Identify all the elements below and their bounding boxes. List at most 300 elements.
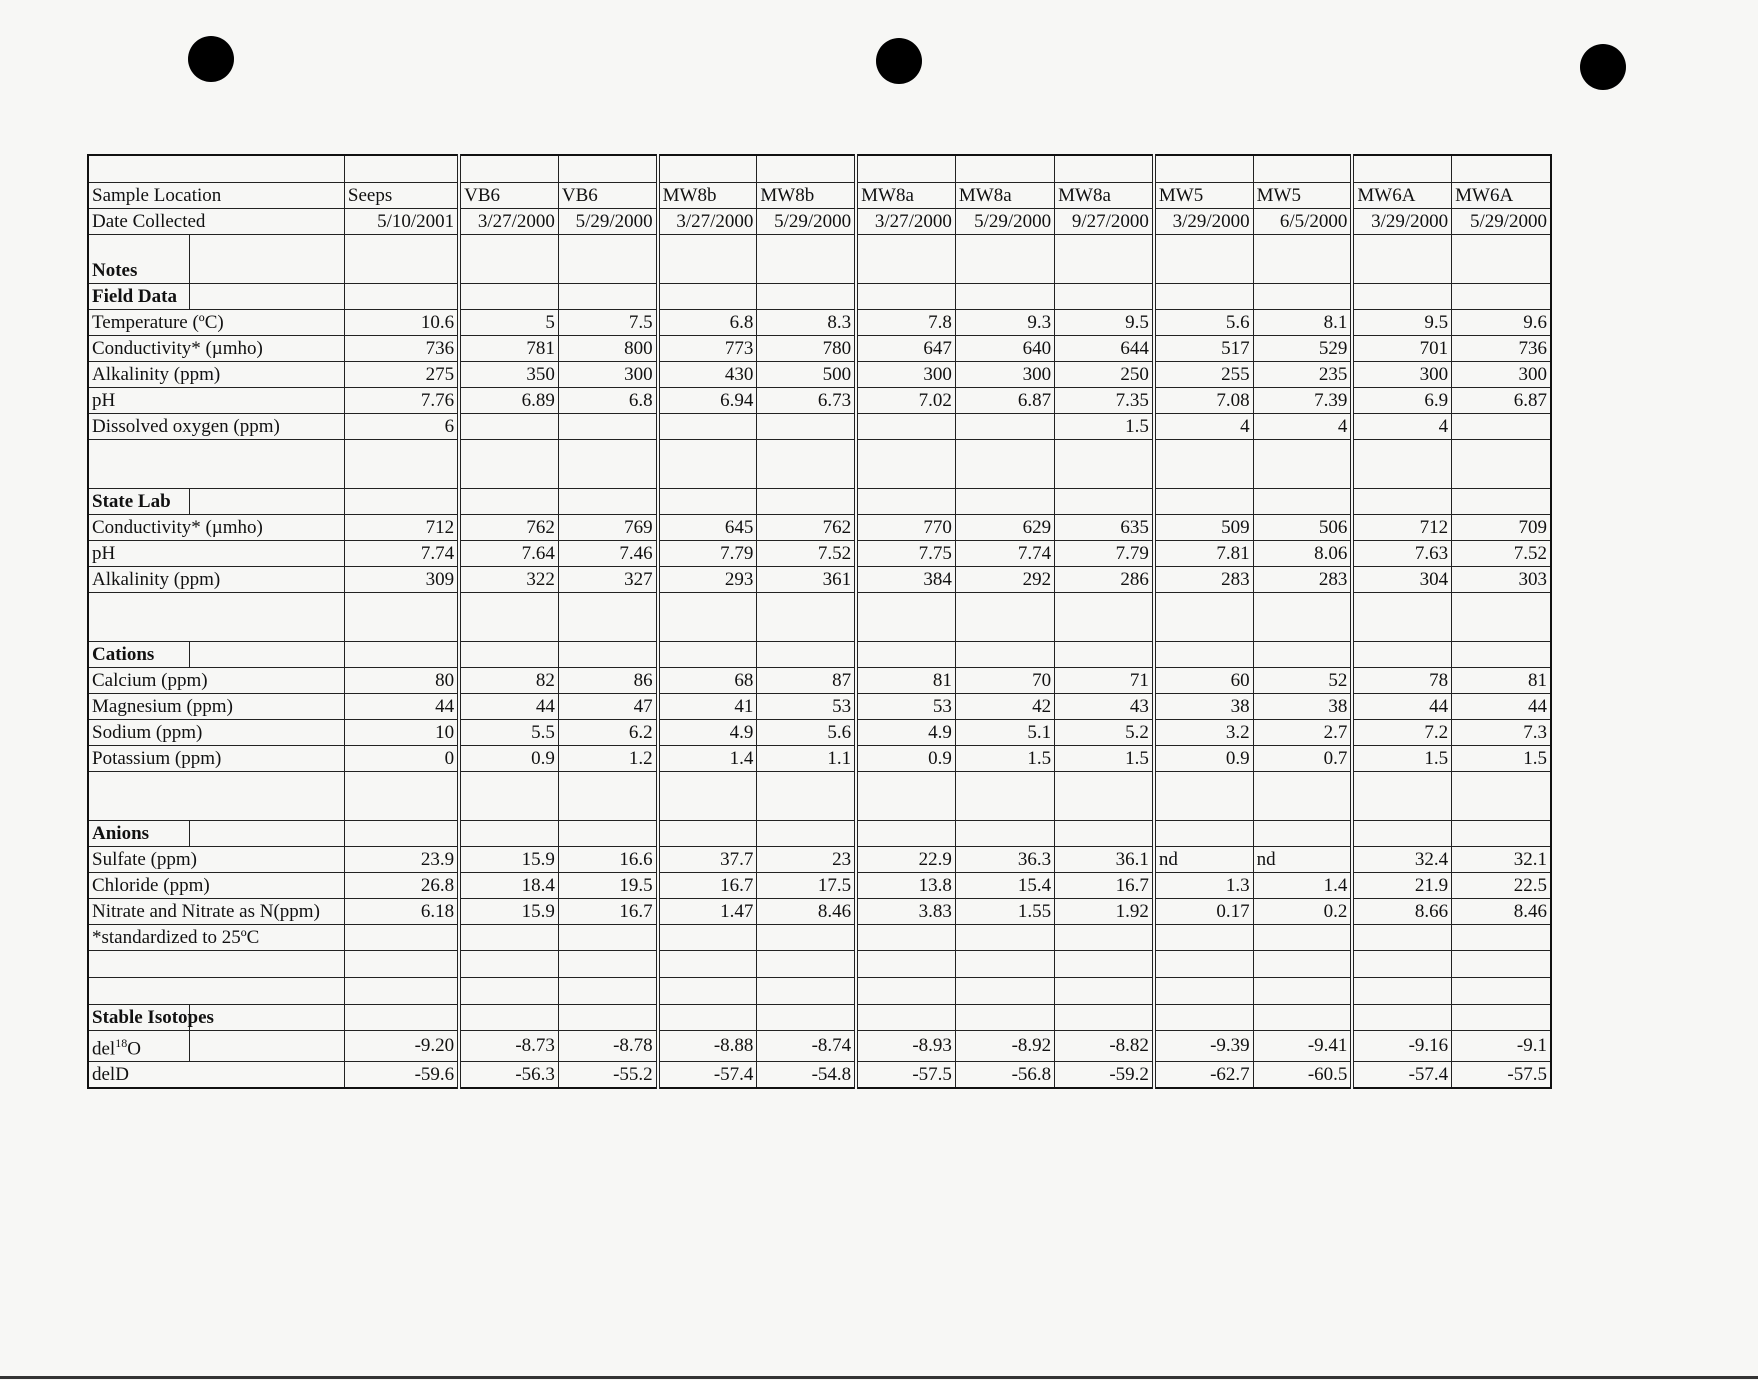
data-row <box>88 310 1551 336</box>
row-label: Chloride (ppm) <box>88 873 344 899</box>
empty-cell <box>955 284 1054 310</box>
value-cell: 8.3 <box>757 310 856 336</box>
sample-location-row <box>88 183 1551 209</box>
value-cell: 7.3 <box>1452 720 1551 746</box>
value-cell <box>558 414 657 440</box>
empty-cell <box>1055 951 1154 978</box>
empty-cell <box>459 489 558 515</box>
empty-cell <box>558 440 657 489</box>
empty-cell <box>757 642 856 668</box>
value-cell: 6.87 <box>955 388 1054 414</box>
empty-cell <box>1154 772 1253 821</box>
empty-cell <box>856 772 955 821</box>
empty-cell <box>558 772 657 821</box>
row-label: Sample Location <box>88 183 344 209</box>
empty-cell <box>1055 284 1154 310</box>
value-cell <box>1452 925 1551 951</box>
empty-cell <box>558 235 657 284</box>
empty-cell <box>344 284 459 310</box>
value-cell: 7.35 <box>1055 388 1154 414</box>
value-cell: 15.4 <box>955 873 1054 899</box>
value-cell: 0.17 <box>1154 899 1253 925</box>
value-cell: 68 <box>658 668 757 694</box>
empty-cell <box>1352 155 1451 183</box>
spacer-row <box>88 593 1551 642</box>
empty-cell <box>344 440 459 489</box>
value-cell: 6.89 <box>459 388 558 414</box>
value-cell: 384 <box>856 567 955 593</box>
value-cell: 23.9 <box>344 847 459 873</box>
value-cell: 300 <box>856 362 955 388</box>
value-cell: 6.18 <box>344 899 459 925</box>
value-cell: 0.9 <box>1154 746 1253 772</box>
sample-location-cell: MW8a <box>955 183 1054 209</box>
sample-location-cell: MW8b <box>757 183 856 209</box>
notes-row <box>88 235 1551 284</box>
value-cell: 327 <box>558 567 657 593</box>
row-label: Nitrate and Nitrate as N(ppm) <box>88 899 344 925</box>
row-label: Temperature (ºC) <box>88 310 344 336</box>
empty-cell <box>856 821 955 847</box>
empty-cell <box>1352 951 1451 978</box>
data-row <box>88 515 1551 541</box>
value-cell: 300 <box>1452 362 1551 388</box>
value-cell: 7.74 <box>955 541 1054 567</box>
empty-cell <box>757 284 856 310</box>
value-cell: 81 <box>856 668 955 694</box>
value-cell: 9.3 <box>955 310 1054 336</box>
empty-cell <box>658 978 757 1005</box>
empty-cell <box>658 593 757 642</box>
value-cell: 44 <box>1352 694 1451 720</box>
value-cell <box>1452 414 1551 440</box>
empty-cell <box>1253 593 1352 642</box>
empty-cell <box>658 642 757 668</box>
value-cell: 52 <box>1253 668 1352 694</box>
row-label: Sulfate (ppm) <box>88 847 344 873</box>
value-cell: 800 <box>558 336 657 362</box>
label-cell <box>88 978 189 1005</box>
date-cell: 3/29/2000 <box>1352 209 1451 235</box>
value-cell: -56.8 <box>955 1062 1054 1089</box>
value-cell: -57.5 <box>1452 1062 1551 1089</box>
empty-cell <box>1055 1005 1154 1031</box>
value-cell: 736 <box>344 336 459 362</box>
value-cell: 712 <box>1352 515 1451 541</box>
value-cell <box>459 414 558 440</box>
empty-cell <box>1154 489 1253 515</box>
empty-cell <box>1055 440 1154 489</box>
empty-cell <box>658 235 757 284</box>
value-cell: 7.08 <box>1154 388 1253 414</box>
empty-cell <box>955 440 1054 489</box>
empty-cell <box>757 1005 856 1031</box>
notes-label: Notes <box>88 235 189 284</box>
empty-cell <box>658 1005 757 1031</box>
empty-cell <box>459 978 558 1005</box>
empty-cell <box>1352 235 1451 284</box>
row-label: Magnesium (ppm) <box>88 694 344 720</box>
spacer-row <box>88 978 1551 1005</box>
value-cell: 292 <box>955 567 1054 593</box>
empty-cell <box>1452 440 1551 489</box>
value-cell: 78 <box>1352 668 1451 694</box>
empty-cell <box>856 489 955 515</box>
value-cell: 10.6 <box>344 310 459 336</box>
value-cell: 1.2 <box>558 746 657 772</box>
row-label: Sodium (ppm) <box>88 720 344 746</box>
value-cell: 0.9 <box>459 746 558 772</box>
value-cell: 4.9 <box>658 720 757 746</box>
empty-cell <box>1154 593 1253 642</box>
value-cell <box>856 414 955 440</box>
value-cell: 8.46 <box>757 899 856 925</box>
value-cell: 7.79 <box>1055 541 1154 567</box>
value-cell: 6.2 <box>558 720 657 746</box>
value-cell: 21.9 <box>1352 873 1451 899</box>
empty-cell <box>1154 821 1253 847</box>
value-cell: 44 <box>1452 694 1551 720</box>
empty-cell <box>1055 593 1154 642</box>
value-cell: 1.5 <box>1452 746 1551 772</box>
punch-hole-right <box>1580 44 1626 90</box>
value-cell: 8.66 <box>1352 899 1451 925</box>
empty-cell <box>1352 1005 1451 1031</box>
value-cell: 736 <box>1452 336 1551 362</box>
value-cell: 430 <box>658 362 757 388</box>
value-cell: 7.64 <box>459 541 558 567</box>
value-cell: -8.92 <box>955 1031 1054 1062</box>
empty-cell <box>1452 642 1551 668</box>
value-cell: 645 <box>658 515 757 541</box>
row-label: pH <box>88 388 344 414</box>
empty-cell <box>1154 642 1253 668</box>
label-cell-2 <box>189 821 344 847</box>
value-cell: 770 <box>856 515 955 541</box>
data-row <box>88 362 1551 388</box>
section-header-row <box>88 642 1551 668</box>
empty-cell <box>1352 440 1451 489</box>
value-cell: 9.5 <box>1352 310 1451 336</box>
row-label: pH <box>88 541 344 567</box>
empty-cell <box>1253 235 1352 284</box>
value-cell: 19.5 <box>558 873 657 899</box>
value-cell: 71 <box>1055 668 1154 694</box>
value-cell <box>1253 925 1352 951</box>
value-cell: 8.46 <box>1452 899 1551 925</box>
data-row <box>88 847 1551 873</box>
empty-cell <box>757 821 856 847</box>
empty-cell <box>1253 489 1352 515</box>
value-cell: 38 <box>1253 694 1352 720</box>
row-label: Conductivity* (µmho) <box>88 336 344 362</box>
empty-cell <box>955 235 1054 284</box>
value-cell: 87 <box>757 668 856 694</box>
value-cell: -8.93 <box>856 1031 955 1062</box>
label-cell <box>88 155 189 183</box>
empty-cell <box>1154 284 1253 310</box>
value-cell: 3.83 <box>856 899 955 925</box>
empty-cell <box>1452 284 1551 310</box>
empty-cell <box>1253 978 1352 1005</box>
label-cell-2 <box>189 1031 344 1062</box>
label-cell <box>88 593 189 642</box>
data-row <box>88 925 1551 951</box>
empty-cell <box>757 155 856 183</box>
value-cell: 300 <box>1352 362 1451 388</box>
value-cell: 1.5 <box>1352 746 1451 772</box>
sample-location-cell: MW8a <box>856 183 955 209</box>
empty-cell <box>344 489 459 515</box>
sample-location-cell: MW8b <box>658 183 757 209</box>
value-cell: 303 <box>1452 567 1551 593</box>
label-cell-2 <box>189 951 344 978</box>
value-cell: -56.3 <box>459 1062 558 1089</box>
data-row <box>88 899 1551 925</box>
empty-cell <box>558 978 657 1005</box>
empty-cell <box>1452 951 1551 978</box>
empty-cell <box>1452 821 1551 847</box>
value-cell: 293 <box>658 567 757 593</box>
value-cell: 6.8 <box>558 388 657 414</box>
empty-cell <box>1352 978 1451 1005</box>
empty-cell <box>955 593 1054 642</box>
value-cell: -59.2 <box>1055 1062 1154 1089</box>
value-cell: 1.5 <box>1055 746 1154 772</box>
value-cell: 43 <box>1055 694 1154 720</box>
value-cell: 5.1 <box>955 720 1054 746</box>
value-cell: nd <box>1154 847 1253 873</box>
empty-cell <box>856 440 955 489</box>
value-cell: -60.5 <box>1253 1062 1352 1089</box>
value-cell: -9.41 <box>1253 1031 1352 1062</box>
date-cell: 5/29/2000 <box>1452 209 1551 235</box>
empty-cell <box>856 1005 955 1031</box>
value-cell: -57.5 <box>856 1062 955 1089</box>
empty-cell <box>856 642 955 668</box>
sample-location-cell: VB6 <box>459 183 558 209</box>
label-cell-2 <box>189 235 344 284</box>
value-cell: 1.5 <box>1055 414 1154 440</box>
empty-cell <box>955 821 1054 847</box>
value-cell <box>558 925 657 951</box>
empty-cell <box>1352 821 1451 847</box>
empty-cell <box>856 951 955 978</box>
label-cell-2 <box>189 155 344 183</box>
value-cell: 13.8 <box>856 873 955 899</box>
punch-hole-center <box>876 38 922 84</box>
value-cell: 629 <box>955 515 1054 541</box>
value-cell: -9.20 <box>344 1031 459 1062</box>
value-cell: 635 <box>1055 515 1154 541</box>
value-cell: 17.5 <box>757 873 856 899</box>
value-cell: 7.8 <box>856 310 955 336</box>
value-cell: 0.7 <box>1253 746 1352 772</box>
value-cell: 23 <box>757 847 856 873</box>
data-row <box>88 746 1551 772</box>
empty-cell <box>1253 951 1352 978</box>
value-cell: 32.4 <box>1352 847 1451 873</box>
label-cell-2 <box>189 772 344 821</box>
value-cell: 762 <box>757 515 856 541</box>
empty-cell <box>1352 772 1451 821</box>
empty-cell <box>1055 489 1154 515</box>
sample-location-cell: MW6A <box>1452 183 1551 209</box>
value-cell: 7.63 <box>1352 541 1451 567</box>
value-cell: 255 <box>1154 362 1253 388</box>
date-cell: 5/29/2000 <box>757 209 856 235</box>
value-cell: 1.1 <box>757 746 856 772</box>
empty-cell <box>856 284 955 310</box>
empty-cell <box>344 155 459 183</box>
empty-cell <box>1154 1005 1253 1031</box>
section-title: Cations <box>88 642 189 668</box>
value-cell: 47 <box>558 694 657 720</box>
section-header-row <box>88 1005 1551 1031</box>
date-cell: 3/27/2000 <box>856 209 955 235</box>
section-title: Stable Isotopes <box>88 1005 189 1031</box>
empty-cell <box>1452 235 1551 284</box>
value-cell: 4 <box>1253 414 1352 440</box>
value-cell: 15.9 <box>459 847 558 873</box>
value-cell: -8.78 <box>558 1031 657 1062</box>
value-cell: 361 <box>757 567 856 593</box>
value-cell <box>658 414 757 440</box>
empty-cell <box>856 235 955 284</box>
empty-cell <box>1352 284 1451 310</box>
value-cell: 5 <box>459 310 558 336</box>
data-row <box>88 668 1551 694</box>
empty-cell <box>558 951 657 978</box>
data-row <box>88 414 1551 440</box>
value-cell <box>1352 925 1451 951</box>
value-cell: 7.2 <box>1352 720 1451 746</box>
empty-cell <box>658 821 757 847</box>
value-cell: 18.4 <box>459 873 558 899</box>
empty-cell <box>1253 284 1352 310</box>
value-cell: 44 <box>459 694 558 720</box>
value-cell: 22.9 <box>856 847 955 873</box>
value-cell: 7.74 <box>344 541 459 567</box>
value-cell: 1.47 <box>658 899 757 925</box>
empty-cell <box>1055 642 1154 668</box>
sample-location-cell: MW5 <box>1253 183 1352 209</box>
value-cell: 7.46 <box>558 541 657 567</box>
value-cell: -57.4 <box>658 1062 757 1089</box>
value-cell: 322 <box>459 567 558 593</box>
empty-cell <box>459 772 558 821</box>
empty-cell <box>955 978 1054 1005</box>
empty-cell <box>1452 1005 1551 1031</box>
value-cell: 37.7 <box>658 847 757 873</box>
value-cell: 309 <box>344 567 459 593</box>
value-cell: 304 <box>1352 567 1451 593</box>
label-cell-2 <box>189 284 344 310</box>
value-cell: 16.7 <box>558 899 657 925</box>
empty-cell <box>658 772 757 821</box>
empty-cell <box>1154 951 1253 978</box>
value-cell: 36.3 <box>955 847 1054 873</box>
value-cell: 1.3 <box>1154 873 1253 899</box>
value-cell: 60 <box>1154 668 1253 694</box>
sample-location-cell: VB6 <box>558 183 657 209</box>
label-cell <box>88 440 189 489</box>
value-cell <box>757 925 856 951</box>
data-row <box>88 541 1551 567</box>
value-cell: 6 <box>344 414 459 440</box>
value-cell: -62.7 <box>1154 1062 1253 1089</box>
value-cell: 8.06 <box>1253 541 1352 567</box>
spacer-row <box>88 155 1551 183</box>
value-cell <box>856 925 955 951</box>
section-header-row <box>88 821 1551 847</box>
empty-cell <box>1352 642 1451 668</box>
empty-cell <box>1253 1005 1352 1031</box>
value-cell: 1.5 <box>955 746 1054 772</box>
data-row <box>88 567 1551 593</box>
value-cell: 32.1 <box>1452 847 1551 873</box>
value-cell: 0 <box>344 746 459 772</box>
value-cell: 5.5 <box>459 720 558 746</box>
value-cell: 0.2 <box>1253 899 1352 925</box>
value-cell: 1.4 <box>1253 873 1352 899</box>
label-cell-2 <box>189 593 344 642</box>
value-cell: 762 <box>459 515 558 541</box>
value-cell: 6.94 <box>658 388 757 414</box>
value-cell: 82 <box>459 668 558 694</box>
data-row <box>88 694 1551 720</box>
value-cell: nd <box>1253 847 1352 873</box>
section-title: State Lab <box>88 489 189 515</box>
value-cell: 6.8 <box>658 310 757 336</box>
value-cell: 16.7 <box>658 873 757 899</box>
value-cell: 22.5 <box>1452 873 1551 899</box>
empty-cell <box>658 951 757 978</box>
empty-cell <box>558 593 657 642</box>
value-cell: 42 <box>955 694 1054 720</box>
value-cell: -57.4 <box>1352 1062 1451 1089</box>
data-row <box>88 720 1551 746</box>
empty-cell <box>757 440 856 489</box>
value-cell: 506 <box>1253 515 1352 541</box>
empty-cell <box>1452 155 1551 183</box>
value-cell: 781 <box>459 336 558 362</box>
value-cell: 769 <box>558 515 657 541</box>
empty-cell <box>1055 235 1154 284</box>
value-cell: 640 <box>955 336 1054 362</box>
value-cell: -59.6 <box>344 1062 459 1089</box>
value-cell: -55.2 <box>558 1062 657 1089</box>
value-cell: 350 <box>459 362 558 388</box>
row-label: Alkalinity (ppm) <box>88 567 344 593</box>
value-cell: 9.6 <box>1452 310 1551 336</box>
section-title: Anions <box>88 821 189 847</box>
empty-cell <box>1055 772 1154 821</box>
empty-cell <box>1154 235 1253 284</box>
date-cell: 5/10/2001 <box>344 209 459 235</box>
value-cell: 2.7 <box>1253 720 1352 746</box>
water-quality-table-container <box>87 154 1552 1089</box>
value-cell: 712 <box>344 515 459 541</box>
value-cell: 7.02 <box>856 388 955 414</box>
value-cell: 517 <box>1154 336 1253 362</box>
value-cell: 4.9 <box>856 720 955 746</box>
empty-cell <box>344 951 459 978</box>
punch-hole-left <box>188 36 234 82</box>
label-cell <box>88 772 189 821</box>
value-cell: -9.1 <box>1452 1031 1551 1062</box>
value-cell <box>459 925 558 951</box>
